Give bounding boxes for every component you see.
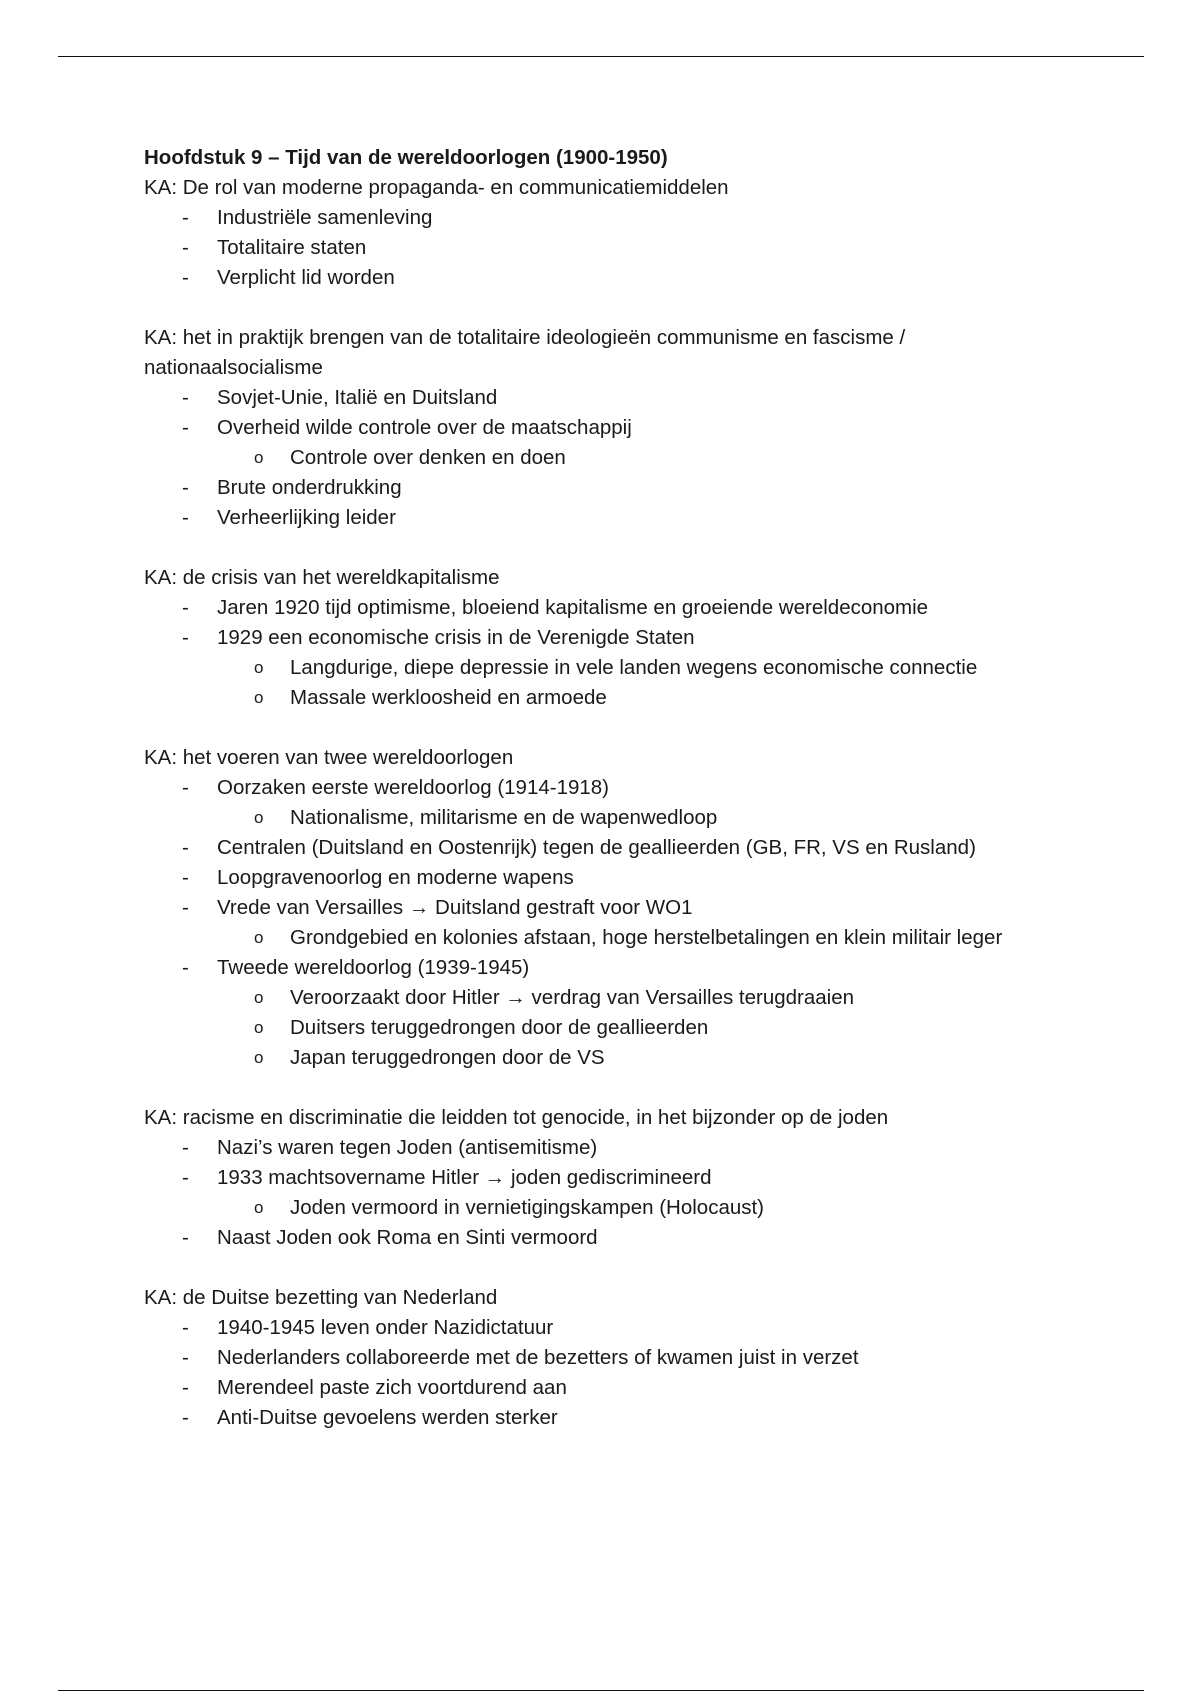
- dash-bullet-icon: -: [182, 776, 189, 799]
- section-heading: KA: De rol van moderne propaganda- en communicatiemiddelen: [144, 176, 729, 199]
- section: [144, 743, 1044, 1073]
- dash-bullet-icon: -: [182, 236, 189, 259]
- dash-bullet-icon: -: [182, 596, 189, 619]
- sub-list-item-text: Joden vermoord in vernietigingskampen (Holocaust): [290, 1196, 765, 1219]
- dash-bullet-icon: -: [182, 866, 189, 889]
- list-item: [144, 1133, 1044, 1163]
- section: [144, 1283, 1044, 1433]
- top-border-line: [58, 56, 1144, 57]
- circle-bullet-icon: o: [254, 1048, 264, 1067]
- circle-bullet-icon: o: [254, 688, 264, 707]
- dash-bullet-icon: -: [182, 386, 189, 409]
- circle-bullet-icon: o: [254, 448, 264, 467]
- list-item: [144, 833, 1044, 863]
- sub-list-item: [144, 923, 1044, 953]
- dash-bullet-icon: -: [182, 1406, 189, 1429]
- list-item: [144, 1403, 1044, 1433]
- dash-bullet-icon: -: [182, 416, 189, 439]
- section-heading: KA: het in praktijk brengen van de totalitaire ideologieën communisme en fascisme / nationaalsocialisme: [144, 326, 906, 379]
- circle-bullet-icon: o: [254, 808, 264, 827]
- list-item: [144, 383, 1044, 413]
- sub-list-item: [144, 1043, 1044, 1073]
- list-item: [144, 773, 1044, 803]
- list-item-text: Tweede wereldoorlog (1939-1945): [217, 956, 530, 979]
- dash-bullet-icon: -: [182, 1376, 189, 1399]
- section-heading: KA: racisme en discriminatie die leidden tot genocide, in het bijzonder op de joden: [144, 1106, 889, 1129]
- list-item: [144, 203, 1044, 233]
- dash-bullet-icon: -: [182, 1316, 189, 1339]
- list-item: [144, 413, 1044, 443]
- section: [144, 173, 1044, 293]
- sub-list-item-text: Langdurige, diepe depressie in vele landen wegens economische connectie: [290, 656, 978, 679]
- dash-bullet-icon: -: [182, 1136, 189, 1159]
- list-item: [144, 893, 1044, 923]
- list-item-text: Oorzaken eerste wereldoorlog (1914-1918): [217, 776, 610, 799]
- dash-bullet-icon: -: [182, 476, 189, 499]
- list-item-text: 1929 een economische crisis in de Verenigde Staten: [217, 626, 695, 649]
- dash-bullet-icon: -: [182, 956, 189, 979]
- list-item-text: Brute onderdrukking: [217, 476, 402, 499]
- sub-list-item-text: Duitsers teruggedrongen door de geallieerden: [290, 1016, 709, 1039]
- list-item: [144, 1373, 1044, 1403]
- section-heading: KA: het voeren van twee wereldoorlogen: [144, 746, 514, 769]
- document-body: [144, 143, 1044, 1463]
- bullet-list: [144, 383, 1044, 533]
- list-item-text: Anti-Duitse gevoelens werden sterker: [217, 1406, 558, 1429]
- list-item: [144, 953, 1044, 983]
- sub-list-item: [144, 803, 1044, 833]
- list-item: [144, 263, 1044, 293]
- section: [144, 1103, 1044, 1253]
- list-item-text: Centralen (Duitsland en Oostenrijk) tegen de geallieerden (GB, FR, VS en Rusland): [217, 836, 976, 859]
- dash-bullet-icon: -: [182, 1226, 189, 1249]
- sub-list-item: [144, 983, 1044, 1013]
- bullet-list: [144, 1313, 1044, 1433]
- bullet-list: [144, 1133, 1044, 1253]
- list-item-text: 1933 machtsovername Hitler → joden gediscrimineerd: [217, 1166, 712, 1189]
- section: [144, 563, 1044, 713]
- list-item-text: Nederlanders collaboreerde met de bezetters of kwamen juist in verzet: [217, 1346, 859, 1369]
- sub-list-item-text: Japan teruggedrongen door de VS: [290, 1046, 605, 1069]
- sections-container: [144, 173, 1044, 1433]
- sub-list-item-text: Nationalisme, militarisme en de wapenwedloop: [290, 806, 718, 829]
- sub-list-item-text: Grondgebied en kolonies afstaan, hoge herstelbetalingen en klein militair leger: [290, 926, 1003, 949]
- sub-list-item: [144, 683, 1044, 713]
- sub-list-item-text: Massale werkloosheid en armoede: [290, 686, 607, 709]
- section: [144, 323, 1044, 533]
- dash-bullet-icon: -: [182, 266, 189, 289]
- bottom-border-line: [58, 1690, 1144, 1691]
- list-item: [144, 473, 1044, 503]
- list-item-text: Merendeel paste zich voortdurend aan: [217, 1376, 567, 1399]
- bullet-list: [144, 593, 1044, 713]
- circle-bullet-icon: o: [254, 988, 264, 1007]
- list-item-text: Verheerlijking leider: [217, 506, 396, 529]
- list-item-text: Jaren 1920 tijd optimisme, bloeiend kapitalisme en groeiende wereldeconomie: [217, 596, 929, 619]
- dash-bullet-icon: -: [182, 1346, 189, 1369]
- dash-bullet-icon: -: [182, 836, 189, 859]
- list-item-text: 1940-1945 leven onder Nazidictatuur: [217, 1316, 554, 1339]
- sub-list-item-text: Controle over denken en doen: [290, 446, 566, 469]
- circle-bullet-icon: o: [254, 658, 264, 677]
- list-item-text: Vrede van Versailles → Duitsland gestraft voor WO1: [217, 896, 693, 919]
- list-item-text: Nazi’s waren tegen Joden (antisemitisme): [217, 1136, 598, 1159]
- sub-list-item: [144, 653, 1044, 683]
- list-item: [144, 593, 1044, 623]
- section-heading: KA: de crisis van het wereldkapitalisme: [144, 566, 500, 589]
- list-item: [144, 623, 1044, 653]
- chapter-title: Hoofdstuk 9 – Tijd van de wereldoorlogen (1900-1950): [144, 146, 668, 169]
- sub-list-item: [144, 1013, 1044, 1043]
- list-item: [144, 1313, 1044, 1343]
- dash-bullet-icon: -: [182, 506, 189, 529]
- circle-bullet-icon: o: [254, 928, 264, 947]
- list-item: [144, 503, 1044, 533]
- dash-bullet-icon: -: [182, 896, 189, 919]
- list-item-text: Sovjet-Unie, Italië en Duitsland: [217, 386, 498, 409]
- sub-list-item-text: Veroorzaakt door Hitler → verdrag van Versailles terugdraaien: [290, 986, 855, 1009]
- sub-list-item: [144, 1193, 1044, 1223]
- list-item-text: Overheid wilde controle over de maatschappij: [217, 416, 632, 439]
- dash-bullet-icon: -: [182, 206, 189, 229]
- bullet-list: [144, 203, 1044, 293]
- list-item-text: Verplicht lid worden: [217, 266, 395, 289]
- sub-list-item: [144, 443, 1044, 473]
- list-item-text: Loopgravenoorlog en moderne wapens: [217, 866, 574, 889]
- list-item-text: Industriële samenleving: [217, 206, 433, 229]
- dash-bullet-icon: -: [182, 626, 189, 649]
- bullet-list: [144, 773, 1044, 1073]
- list-item: [144, 863, 1044, 893]
- list-item: [144, 1223, 1044, 1253]
- circle-bullet-icon: o: [254, 1198, 264, 1217]
- list-item: [144, 233, 1044, 263]
- section-heading: KA: de Duitse bezetting van Nederland: [144, 1286, 498, 1309]
- list-item-text: Naast Joden ook Roma en Sinti vermoord: [217, 1226, 598, 1249]
- dash-bullet-icon: -: [182, 1166, 189, 1189]
- list-item-text: Totalitaire staten: [217, 236, 367, 259]
- list-item: [144, 1343, 1044, 1373]
- list-item: [144, 1163, 1044, 1193]
- circle-bullet-icon: o: [254, 1018, 264, 1037]
